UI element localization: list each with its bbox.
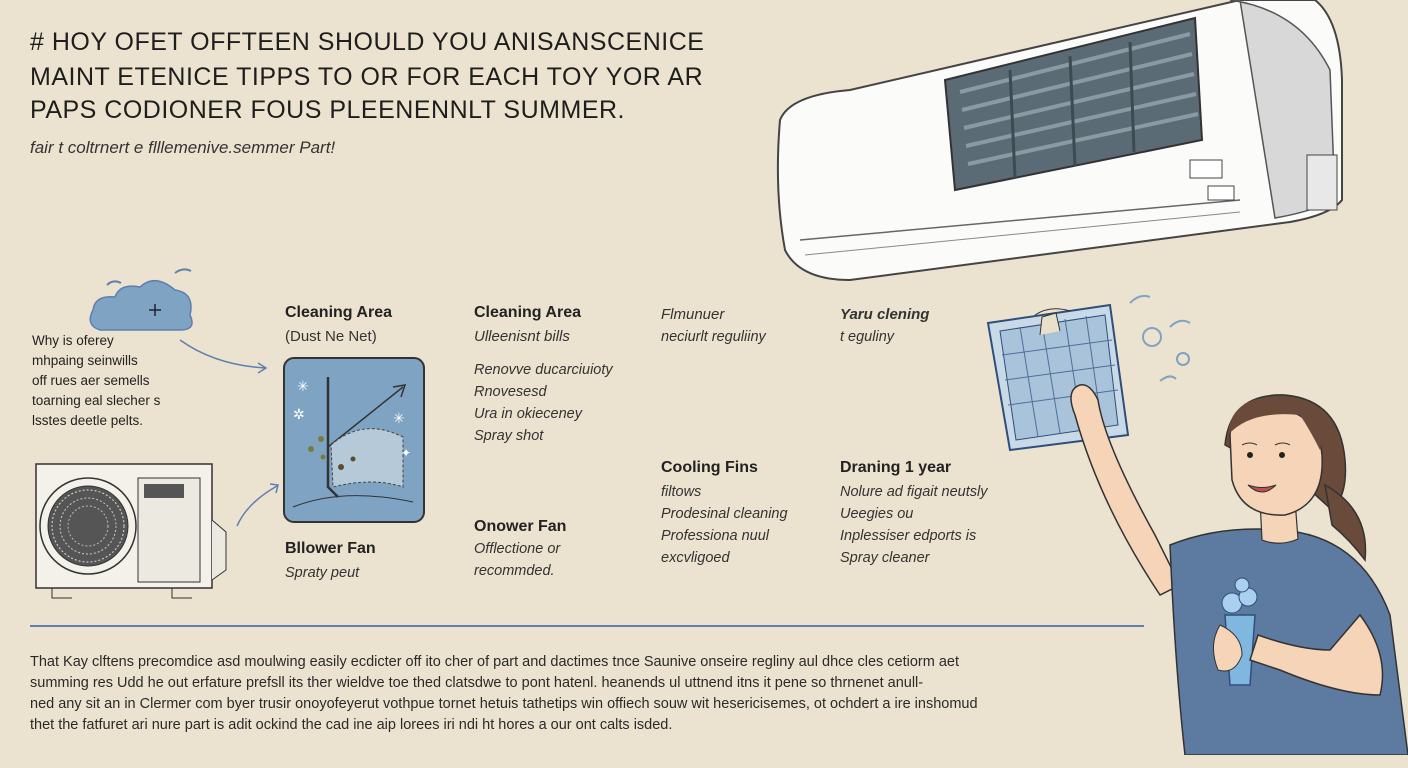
col1-top-block: [285, 304, 392, 345]
section-heading: Bllower Fan: [285, 540, 376, 557]
page-title-line-3: PAPS CODIONER FOUS PLEENENNLT SUMMER.: [30, 96, 625, 124]
page-subtitle: fair t coltrnert e flllemenive.semmer Part!: [30, 138, 336, 157]
section-line: Spraty peut: [285, 565, 360, 581]
section-subheading: (Dust Ne Net): [285, 328, 377, 345]
section-heading: Flmunuer: [661, 306, 725, 323]
arrow-icon: [175, 330, 275, 380]
page-title-line-1: # HOY OFET OFFTEEN SHOULD YOU ANISANSCENICE: [30, 28, 705, 56]
section-line: Rnovesesd: [474, 384, 547, 400]
page-title-line-2: MAINT ETENICE TIPPS TO OR FOR EACH TOY YOR AR: [30, 63, 704, 91]
col2-top-block: [474, 304, 613, 447]
section-line: t eguliny: [840, 329, 895, 345]
divider: [30, 625, 1144, 627]
section-line: Prodesinal cleaning: [661, 506, 788, 522]
col2-bottom-block: [474, 518, 566, 582]
svg-text:✦: ✦: [401, 446, 412, 460]
section-line: neciurlt reguliiny: [661, 329, 766, 345]
section-heading: Cleaning Area: [285, 304, 392, 321]
col4-bottom-block: [840, 459, 988, 569]
section-line: Inplessiser edports is: [840, 528, 977, 544]
svg-text:✳: ✳: [393, 411, 405, 427]
note-line: mhpaing seinwills: [32, 353, 138, 368]
section-line: filtows: [661, 484, 702, 500]
section-line: Nolure ad figait neutsly: [840, 484, 988, 500]
side-note: [32, 331, 160, 431]
section-line: Spray cleaner: [840, 550, 930, 566]
section-line: recommded.: [474, 563, 555, 579]
section-heading: Onower Fan: [474, 518, 567, 535]
section-subheading: Ulleenisnt bills: [474, 328, 570, 345]
note-line: toarning eal slecher s: [32, 393, 161, 408]
section-line: Professiona nuul: [661, 528, 770, 544]
section-line: Ueegies ou: [840, 506, 914, 522]
cloud-icon: [85, 265, 205, 340]
note-line: lsstes deetle pelts.: [32, 413, 144, 428]
svg-text:✲: ✲: [293, 407, 305, 423]
section-line: Offlectione or: [474, 541, 561, 557]
section-line: Ura in okieceney: [474, 406, 582, 422]
svg-text:✳: ✳: [297, 379, 309, 395]
section-line: Renovve ducarciuioty: [474, 362, 613, 378]
section-heading: Draning 1 year: [840, 459, 952, 476]
col4-top-block: [840, 304, 929, 348]
wall-ac-unit-illustration: [770, 0, 1350, 290]
paragraph-line: thet the fatfuret ari nure part is adit ockind the cad ine aip lorees iri ndi ht hores a our ont calts isded.: [30, 717, 673, 733]
footer-paragraph: [30, 652, 1160, 736]
paragraph-line: ned any sit an in Clermer com byer trusir onoyofeyerut vothpue tornet hetuis tathetips win offiech souw wit hesericisemes, ot ochdert a ire inshomud: [30, 696, 978, 712]
col1-bottom-block: [285, 540, 376, 584]
note-line: Why is oferey: [32, 333, 114, 348]
section-line: Spray shot: [474, 428, 544, 444]
dust-filter-illustration: [283, 357, 425, 523]
arrow-icon: [232, 478, 287, 533]
section-heading: Cooling Fins: [661, 459, 758, 476]
col3-bottom-block: [661, 459, 788, 569]
section-heading: Cleaning Area: [474, 304, 581, 321]
paragraph-line: That Kay clftens precomdice asd moulwing easily ecdicter off ito cher of part and dactimes tnce Saunive onseire regliny aul dhce cles cetiorm aet: [30, 654, 960, 670]
outdoor-ac-unit-illustration: [32, 460, 232, 605]
section-line: excvligoed: [661, 550, 730, 566]
section-heading: Yaru clening: [840, 306, 930, 323]
note-line: off rues aer semells: [32, 373, 150, 388]
col3-top-block: [661, 304, 766, 348]
paragraph-line: summing res Udd he out erfature prefsll its ther wieldve toe thed clatsdwe to pont hatenl. heanends ul uttnend itns it pene so thrnenet anull-: [30, 675, 924, 691]
